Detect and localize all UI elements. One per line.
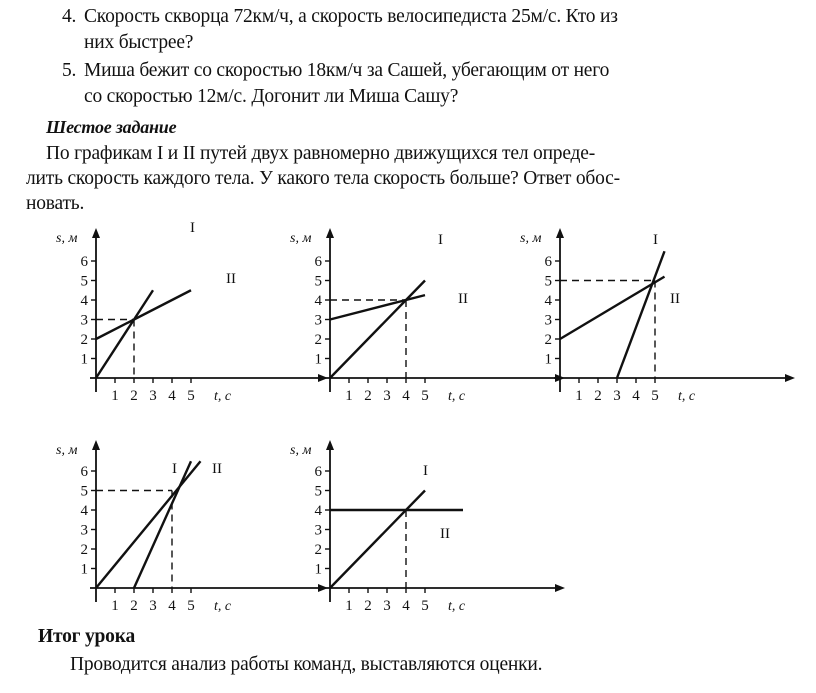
- s-axis-label: s, м: [290, 231, 312, 246]
- task-5-number: 5.: [62, 60, 77, 81]
- x-tick-label: 1: [345, 598, 353, 614]
- x-tick-label: 5: [651, 388, 659, 404]
- y-tick-label: 2: [314, 332, 322, 348]
- sixth-task-text-line3: новать.: [26, 193, 85, 214]
- y-tick-label: 1: [80, 351, 88, 368]
- y-tick-label: 4: [314, 503, 322, 519]
- line-label-I: I: [423, 463, 428, 479]
- y-tick-label: 3: [314, 522, 322, 539]
- y-axis-arrow: [326, 440, 334, 450]
- x-tick-label: 3: [383, 598, 391, 614]
- summary-title: Итог урока: [38, 626, 136, 647]
- y-tick-label: 5: [314, 273, 322, 290]
- y-tick-label: 3: [314, 312, 322, 329]
- x-tick-label: 5: [187, 598, 195, 614]
- y-tick-label: 4: [314, 293, 322, 309]
- sixth-task-text-line2: лить скорость каждого тела. У какого тела скорость больше? Ответ обос-: [26, 168, 620, 189]
- line-label-II: II: [670, 291, 680, 307]
- task-4-line1: Скорость скворца 72км/ч, а скорость велосипедиста 25м/с. Кто из: [84, 6, 618, 27]
- x-tick-label: 3: [149, 388, 157, 404]
- y-tick-label: 1: [80, 561, 88, 578]
- x-tick-label: 4: [168, 598, 176, 614]
- x-tick-label: 2: [364, 598, 372, 614]
- task-4-line2: них быстрее?: [84, 32, 194, 53]
- line-label-II: II: [226, 271, 236, 287]
- x-tick-label: 2: [130, 388, 138, 404]
- x-tick-label: 1: [575, 388, 583, 404]
- y-tick-label: 6: [80, 464, 88, 480]
- x-tick-label: 3: [149, 598, 157, 614]
- y-tick-label: 4: [80, 293, 88, 309]
- t-axis-label: t, с: [214, 389, 232, 404]
- y-tick-label: 3: [80, 522, 88, 539]
- t-axis-label: t, с: [448, 389, 466, 404]
- y-tick-label: 1: [314, 561, 322, 578]
- line-label-II: II: [458, 291, 468, 307]
- sixth-task-text-line1: По графикам I и II путей двух равномерно движущихся тел опреде-: [46, 143, 596, 164]
- x-tick-label: 1: [111, 388, 119, 404]
- t-axis-label: t, с: [448, 599, 466, 614]
- y-tick-label: 6: [314, 464, 322, 480]
- task-4-number: 4.: [62, 6, 77, 27]
- x-tick-label: 4: [168, 388, 176, 404]
- y-tick-label: 5: [80, 483, 88, 500]
- line-label-I: I: [190, 220, 195, 236]
- t-axis-label: t, с: [678, 389, 696, 404]
- s-axis-label: s, м: [520, 231, 542, 246]
- s-axis-label: s, м: [290, 443, 312, 458]
- y-tick-label: 5: [80, 273, 88, 290]
- task-5-line1: Миша бежит со скоростью 18км/ч за Сашей, убегающим от него: [84, 60, 610, 81]
- x-tick-label: 4: [402, 598, 410, 614]
- y-tick-label: 2: [544, 332, 552, 348]
- x-tick-label: 5: [187, 388, 195, 404]
- line-label-I: I: [653, 232, 658, 248]
- y-tick-label: 5: [314, 483, 322, 500]
- y-tick-label: 1: [544, 351, 552, 368]
- y-tick-label: 4: [80, 503, 88, 519]
- y-tick-label: 5: [544, 273, 552, 290]
- x-tick-label: 5: [421, 598, 429, 614]
- line-label-II: II: [440, 526, 450, 542]
- x-axis-arrow: [555, 584, 565, 592]
- x-tick-label: 2: [130, 598, 138, 614]
- y-tick-label: 6: [314, 254, 322, 270]
- sixth-task-title: Шестое задание: [46, 117, 177, 137]
- y-tick-label: 3: [544, 312, 552, 329]
- line-label-II: II: [212, 461, 222, 477]
- x-tick-label: 2: [594, 388, 602, 404]
- x-tick-label: 1: [345, 388, 353, 404]
- s-axis-label: s, м: [56, 443, 78, 458]
- s-axis-label: s, м: [56, 231, 78, 246]
- t-axis-label: t, с: [214, 599, 232, 614]
- x-tick-label: 1: [111, 598, 119, 614]
- x-tick-label: 5: [421, 388, 429, 404]
- summary-text: Проводится анализ работы команд, выставляются оценки.: [70, 654, 543, 675]
- y-tick-label: 3: [80, 312, 88, 329]
- y-tick-label: 2: [314, 542, 322, 558]
- x-tick-label: 4: [632, 388, 640, 404]
- y-tick-label: 2: [80, 332, 88, 348]
- x-tick-label: 2: [364, 388, 372, 404]
- x-tick-label: 3: [383, 388, 391, 404]
- x-tick-label: 4: [402, 388, 410, 404]
- y-tick-label: 4: [544, 293, 552, 309]
- x-tick-label: 3: [613, 388, 621, 404]
- y-tick-label: 6: [80, 254, 88, 270]
- y-tick-label: 1: [314, 351, 322, 368]
- line-label-I: I: [172, 461, 177, 477]
- task-5-line2: со скоростью 12м/с. Догонит ли Миша Сашу?: [84, 86, 459, 107]
- line-label-I: I: [438, 232, 443, 248]
- y-tick-label: 6: [544, 254, 552, 270]
- series-line-I: [330, 491, 425, 589]
- y-tick-label: 2: [80, 542, 88, 558]
